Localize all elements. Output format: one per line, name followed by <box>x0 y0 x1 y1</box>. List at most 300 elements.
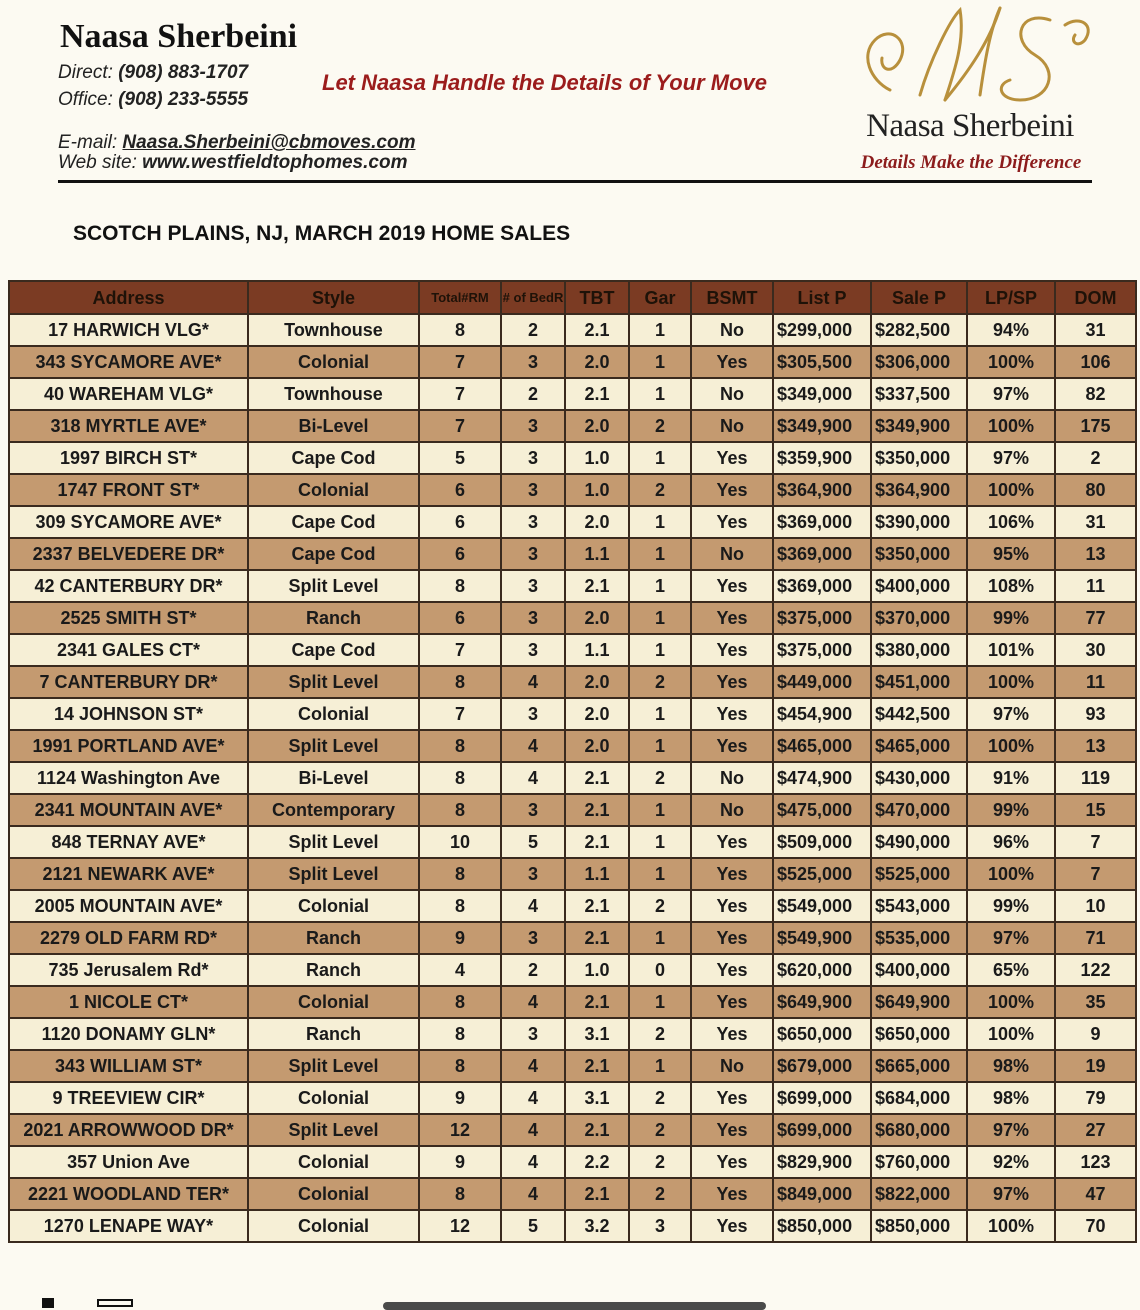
table-cell: Split Level <box>248 1050 419 1082</box>
table-cell: Colonial <box>248 346 419 378</box>
table-cell: 1 <box>629 346 691 378</box>
table-row <box>9 570 1136 602</box>
table-cell: 8 <box>419 890 501 922</box>
table-cell: 1.0 <box>565 442 629 474</box>
table-cell: $829,900 <box>773 1146 871 1178</box>
table-cell: Colonial <box>248 1178 419 1210</box>
table-cell: $760,000 <box>871 1146 967 1178</box>
table-cell: 1 NICOLE CT* <box>9 986 248 1018</box>
table-cell: $380,000 <box>871 634 967 666</box>
table-cell: 1 <box>629 730 691 762</box>
table-cell: 13 <box>1055 730 1136 762</box>
table-cell: 0 <box>629 954 691 986</box>
table-cell: $465,000 <box>871 730 967 762</box>
table-row <box>9 730 1136 762</box>
table-cell: 99% <box>967 890 1055 922</box>
table-cell: Ranch <box>248 602 419 634</box>
table-cell: 1 <box>629 826 691 858</box>
column-header: List P <box>773 281 871 314</box>
table-cell: 7 <box>419 378 501 410</box>
table-cell: 4 <box>419 954 501 986</box>
table-cell: 15 <box>1055 794 1136 826</box>
table-cell: 1 <box>629 314 691 346</box>
table-cell: 9 <box>419 1082 501 1114</box>
table-cell: 100% <box>967 666 1055 698</box>
table-cell: Cape Cod <box>248 634 419 666</box>
table-cell: 4 <box>501 1082 565 1114</box>
table-cell: 3 <box>501 1018 565 1050</box>
table-row <box>9 1210 1136 1242</box>
table-cell: 2.1 <box>565 794 629 826</box>
table-cell: $442,500 <box>871 698 967 730</box>
table-cell: 8 <box>419 314 501 346</box>
table-cell: Ranch <box>248 1018 419 1050</box>
table-cell: 1991 PORTLAND AVE* <box>9 730 248 762</box>
table-cell: 2337 BELVEDERE DR* <box>9 538 248 570</box>
table-cell: 30 <box>1055 634 1136 666</box>
table-cell: 2 <box>629 1082 691 1114</box>
table-cell: 99% <box>967 794 1055 826</box>
table-cell: 100% <box>967 858 1055 890</box>
table-cell: Yes <box>691 602 773 634</box>
table-cell: Bi-Level <box>248 762 419 794</box>
table-cell: $400,000 <box>871 954 967 986</box>
table-cell: Yes <box>691 474 773 506</box>
table-cell: Split Level <box>248 730 419 762</box>
table-cell: 11 <box>1055 570 1136 602</box>
table-cell: $299,000 <box>773 314 871 346</box>
table-cell: $620,000 <box>773 954 871 986</box>
table-cell: 100% <box>967 1210 1055 1242</box>
table-cell: 97% <box>967 1178 1055 1210</box>
table-cell: $549,900 <box>773 922 871 954</box>
table-cell: Split Level <box>248 666 419 698</box>
table-cell: 1 <box>629 442 691 474</box>
table-cell: $400,000 <box>871 570 967 602</box>
table-cell: 3.1 <box>565 1018 629 1050</box>
table-cell: Yes <box>691 826 773 858</box>
table-cell: 2.1 <box>565 826 629 858</box>
table-cell: 1.1 <box>565 858 629 890</box>
table-cell: $535,000 <box>871 922 967 954</box>
table-cell: $650,000 <box>871 1018 967 1050</box>
table-cell: 3 <box>501 506 565 538</box>
table-cell: 7 <box>419 634 501 666</box>
table-cell: Colonial <box>248 1082 419 1114</box>
table-cell: 6 <box>419 602 501 634</box>
table-row <box>9 1178 1136 1210</box>
table-cell: 99% <box>967 602 1055 634</box>
table-cell: 19 <box>1055 1050 1136 1082</box>
table-cell: $525,000 <box>871 858 967 890</box>
table-cell: 8 <box>419 570 501 602</box>
table-cell: 14 JOHNSON ST* <box>9 698 248 730</box>
table-cell: 3 <box>501 346 565 378</box>
table-cell: 2005 MOUNTAIN AVE* <box>9 890 248 922</box>
table-row <box>9 378 1136 410</box>
table-cell: 93 <box>1055 698 1136 730</box>
table-cell: 2.1 <box>565 922 629 954</box>
table-cell: 4 <box>501 890 565 922</box>
table-cell: 97% <box>967 1114 1055 1146</box>
table-cell: 2121 NEWARK AVE* <box>9 858 248 890</box>
table-cell: 2.1 <box>565 314 629 346</box>
table-cell: 6 <box>419 506 501 538</box>
table-cell: 31 <box>1055 506 1136 538</box>
table-cell: 7 <box>419 410 501 442</box>
office-phone[interactable]: (908) 233-5555 <box>118 89 249 110</box>
table-cell: 98% <box>967 1050 1055 1082</box>
table-cell: No <box>691 314 773 346</box>
table-cell: 101% <box>967 634 1055 666</box>
table-cell: Townhouse <box>248 314 419 346</box>
table-cell: 11 <box>1055 666 1136 698</box>
table-cell: 12 <box>419 1114 501 1146</box>
table-cell: 100% <box>967 410 1055 442</box>
table-cell: 2 <box>629 1178 691 1210</box>
table-cell: 735 Jerusalem Rd* <box>9 954 248 986</box>
table-cell: $665,000 <box>871 1050 967 1082</box>
table-cell: $684,000 <box>871 1082 967 1114</box>
direct-phone-line <box>58 62 248 84</box>
table-cell: $849,000 <box>773 1178 871 1210</box>
table-row <box>9 602 1136 634</box>
table-cell: Colonial <box>248 474 419 506</box>
table-cell: 343 SYCAMORE AVE* <box>9 346 248 378</box>
table-cell: 106 <box>1055 346 1136 378</box>
table-cell: 95% <box>967 538 1055 570</box>
table-cell: 10 <box>419 826 501 858</box>
table-cell: 3 <box>629 1210 691 1242</box>
table-cell: 7 <box>419 698 501 730</box>
table-cell: Yes <box>691 442 773 474</box>
column-header: Gar <box>629 281 691 314</box>
table-cell: 100% <box>967 986 1055 1018</box>
table-cell: $549,000 <box>773 890 871 922</box>
table-cell: Townhouse <box>248 378 419 410</box>
table-cell: $474,900 <box>773 762 871 794</box>
office-label: Office: <box>58 89 113 110</box>
table-cell: 3 <box>501 538 565 570</box>
table-cell: 2.1 <box>565 890 629 922</box>
table-cell: 92% <box>967 1146 1055 1178</box>
table-cell: $349,000 <box>773 378 871 410</box>
table-cell: Cape Cod <box>248 538 419 570</box>
table-cell: 31 <box>1055 314 1136 346</box>
table-cell: Cape Cod <box>248 506 419 538</box>
table-cell: 1 <box>629 602 691 634</box>
table-cell: 4 <box>501 730 565 762</box>
email-label: E-mail: <box>58 132 118 153</box>
table-row <box>9 314 1136 346</box>
table-cell: 47 <box>1055 1178 1136 1210</box>
table-cell: 98% <box>967 1082 1055 1114</box>
table-cell: 42 CANTERBURY DR* <box>9 570 248 602</box>
table-cell: 100% <box>967 346 1055 378</box>
column-header: BSMT <box>691 281 773 314</box>
table-cell: Yes <box>691 698 773 730</box>
table-cell: 122 <box>1055 954 1136 986</box>
table-cell: 119 <box>1055 762 1136 794</box>
table-cell: 1 <box>629 570 691 602</box>
table-cell: 80 <box>1055 474 1136 506</box>
table-cell: 8 <box>419 762 501 794</box>
table-row <box>9 890 1136 922</box>
table-cell: Split Level <box>248 858 419 890</box>
table-cell: $430,000 <box>871 762 967 794</box>
table-cell: 97% <box>967 698 1055 730</box>
table-cell: Yes <box>691 858 773 890</box>
table-cell: $369,000 <box>773 570 871 602</box>
table-cell: 100% <box>967 1018 1055 1050</box>
table-cell: Yes <box>691 346 773 378</box>
table-cell: 357 Union Ave <box>9 1146 248 1178</box>
table-cell: 2.0 <box>565 506 629 538</box>
table-cell: Cape Cod <box>248 442 419 474</box>
table-row <box>9 1146 1136 1178</box>
table-row <box>9 538 1136 570</box>
table-cell: 1 <box>629 378 691 410</box>
column-header: Address <box>9 281 248 314</box>
table-cell: Ranch <box>248 954 419 986</box>
table-cell: $337,500 <box>871 378 967 410</box>
table-cell: 2525 SMITH ST* <box>9 602 248 634</box>
table-cell: 8 <box>419 794 501 826</box>
table-cell: Colonial <box>248 890 419 922</box>
table-cell: Split Level <box>248 826 419 858</box>
table-cell: Colonial <box>248 1210 419 1242</box>
table-cell: 2.1 <box>565 570 629 602</box>
table-cell: 71 <box>1055 922 1136 954</box>
table-cell: 2.2 <box>565 1146 629 1178</box>
table-cell: 94% <box>967 314 1055 346</box>
table-cell: 1270 LENAPE WAY* <box>9 1210 248 1242</box>
table-cell: $680,000 <box>871 1114 967 1146</box>
table-cell: 1124 Washington Ave <box>9 762 248 794</box>
table-cell: 1.0 <box>565 954 629 986</box>
table-cell: 1 <box>629 698 691 730</box>
table-cell: Split Level <box>248 570 419 602</box>
table-cell: 2 <box>629 474 691 506</box>
table-cell: 27 <box>1055 1114 1136 1146</box>
table-cell: 848 TERNAY AVE* <box>9 826 248 858</box>
table-cell: Yes <box>691 666 773 698</box>
table-cell: $306,000 <box>871 346 967 378</box>
table-cell: 309 SYCAMORE AVE* <box>9 506 248 538</box>
table-cell: $350,000 <box>871 538 967 570</box>
table-cell: 2341 GALES CT* <box>9 634 248 666</box>
table-row <box>9 954 1136 986</box>
table-cell: $370,000 <box>871 602 967 634</box>
table-cell: 2.0 <box>565 666 629 698</box>
table-cell: $369,000 <box>773 506 871 538</box>
table-cell: 3 <box>501 474 565 506</box>
table-cell: $359,900 <box>773 442 871 474</box>
table-header-row <box>9 281 1136 314</box>
table-cell: $454,900 <box>773 698 871 730</box>
table-cell: 97% <box>967 442 1055 474</box>
table-cell: 2 <box>501 954 565 986</box>
table-cell: 13 <box>1055 538 1136 570</box>
table-cell: 2 <box>1055 442 1136 474</box>
table-cell: 2 <box>629 666 691 698</box>
column-header: Total#RM <box>419 281 501 314</box>
header-divider <box>58 180 1092 183</box>
table-cell: $369,000 <box>773 538 871 570</box>
table-cell: No <box>691 410 773 442</box>
table-row <box>9 858 1136 890</box>
table-cell: 4 <box>501 1050 565 1082</box>
table-cell: 2.1 <box>565 762 629 794</box>
logo-name: Naasa Sherbeini <box>866 108 1074 144</box>
table-cell: 3 <box>501 442 565 474</box>
table-cell: 2279 OLD FARM RD* <box>9 922 248 954</box>
table-cell: 70 <box>1055 1210 1136 1242</box>
table-cell: 1 <box>629 1050 691 1082</box>
table-cell: 3 <box>501 698 565 730</box>
table-cell: $465,000 <box>773 730 871 762</box>
table-cell: $699,000 <box>773 1114 871 1146</box>
table-cell: 7 <box>1055 858 1136 890</box>
table-cell: $451,000 <box>871 666 967 698</box>
table-cell: 1120 DONAMY GLN* <box>9 1018 248 1050</box>
website-label: Web site: <box>58 152 137 173</box>
table-cell: 2.0 <box>565 730 629 762</box>
column-header: Sale P <box>871 281 967 314</box>
table-cell: Yes <box>691 1178 773 1210</box>
table-cell: $282,500 <box>871 314 967 346</box>
table-cell: $509,000 <box>773 826 871 858</box>
table-cell: 3.2 <box>565 1210 629 1242</box>
direct-phone[interactable]: (908) 883-1707 <box>118 62 249 83</box>
table-cell: 4 <box>501 1178 565 1210</box>
column-header: TBT <box>565 281 629 314</box>
table-cell: 1 <box>629 634 691 666</box>
table-cell: 1997 BIRCH ST* <box>9 442 248 474</box>
table-cell: 3.1 <box>565 1082 629 1114</box>
table-cell: 3 <box>501 570 565 602</box>
table-cell: 2.1 <box>565 1178 629 1210</box>
table-cell: 9 <box>419 922 501 954</box>
table-cell: $649,900 <box>773 986 871 1018</box>
table-cell: No <box>691 538 773 570</box>
table-row <box>9 698 1136 730</box>
table-row <box>9 1050 1136 1082</box>
table-cell: 2 <box>501 314 565 346</box>
table-cell: $650,000 <box>773 1018 871 1050</box>
table-cell: $850,000 <box>773 1210 871 1242</box>
table-cell: Yes <box>691 986 773 1018</box>
table-cell: No <box>691 1050 773 1082</box>
table-cell: Ranch <box>248 922 419 954</box>
table-cell: 5 <box>501 1210 565 1242</box>
table-cell: 1 <box>629 506 691 538</box>
table-cell: 3 <box>501 922 565 954</box>
table-cell: $375,000 <box>773 602 871 634</box>
website-link[interactable]: www.westfieldtophomes.com <box>142 152 408 173</box>
table-cell: Yes <box>691 1210 773 1242</box>
table-cell: Yes <box>691 570 773 602</box>
table-row <box>9 474 1136 506</box>
table-cell: No <box>691 794 773 826</box>
table-cell: 123 <box>1055 1146 1136 1178</box>
table-cell: 35 <box>1055 986 1136 1018</box>
table-cell: 7 <box>419 346 501 378</box>
table-cell: 3 <box>501 602 565 634</box>
table-cell: 3 <box>501 858 565 890</box>
direct-label: Direct: <box>58 62 113 83</box>
table-row <box>9 826 1136 858</box>
table-cell: 2.0 <box>565 410 629 442</box>
table-row <box>9 666 1136 698</box>
table-cell: 40 WAREHAM VLG* <box>9 378 248 410</box>
column-header: # of BedR <box>501 281 565 314</box>
table-cell: Colonial <box>248 1146 419 1178</box>
table-cell: 8 <box>419 1018 501 1050</box>
table-cell: 2.1 <box>565 1114 629 1146</box>
table-cell: 100% <box>967 474 1055 506</box>
table-cell: 77 <box>1055 602 1136 634</box>
ns-monogram-logo <box>850 0 1100 112</box>
table-cell: 9 <box>1055 1018 1136 1050</box>
table-cell: 2.1 <box>565 986 629 1018</box>
table-cell: Split Level <box>248 1114 419 1146</box>
table-cell: $375,000 <box>773 634 871 666</box>
email-line <box>58 132 416 154</box>
column-header: LP/SP <box>967 281 1055 314</box>
table-cell: 2.0 <box>565 698 629 730</box>
table-cell: 3 <box>501 794 565 826</box>
table-row <box>9 442 1136 474</box>
table-cell: 2.1 <box>565 378 629 410</box>
table-cell: Yes <box>691 1082 773 1114</box>
table-cell: 8 <box>419 986 501 1018</box>
table-cell: 3 <box>501 410 565 442</box>
table-cell: $822,000 <box>871 1178 967 1210</box>
table-cell: Yes <box>691 890 773 922</box>
table-cell: 17 HARWICH VLG* <box>9 314 248 346</box>
table-cell: 343 WILLIAM ST* <box>9 1050 248 1082</box>
table-row <box>9 794 1136 826</box>
table-cell: 2 <box>629 1018 691 1050</box>
table-cell: 4 <box>501 986 565 1018</box>
table-cell: 4 <box>501 666 565 698</box>
table-cell: No <box>691 762 773 794</box>
table-row <box>9 1018 1136 1050</box>
table-cell: 96% <box>967 826 1055 858</box>
table-cell: 12 <box>419 1210 501 1242</box>
horizontal-scrollbar[interactable] <box>383 1302 766 1310</box>
table-row <box>9 1082 1136 1114</box>
table-cell: $364,900 <box>871 474 967 506</box>
table-cell: 100% <box>967 730 1055 762</box>
page-title: SCOTCH PLAINS, NJ, MARCH 2019 HOME SALES <box>73 222 571 245</box>
table-cell: Colonial <box>248 698 419 730</box>
table-cell: 2.1 <box>565 1050 629 1082</box>
table-cell: 79 <box>1055 1082 1136 1114</box>
table-cell: $305,500 <box>773 346 871 378</box>
table-body <box>9 314 1136 1242</box>
table-cell: $350,000 <box>871 442 967 474</box>
table-cell: $699,000 <box>773 1082 871 1114</box>
table-cell: Yes <box>691 1146 773 1178</box>
partial-icons <box>40 1298 140 1310</box>
table-cell: 2 <box>629 762 691 794</box>
office-phone-line <box>58 89 248 111</box>
table-cell: $390,000 <box>871 506 967 538</box>
table-cell: $349,900 <box>871 410 967 442</box>
email-link[interactable]: Naasa.Sherbeini@cbmoves.com <box>122 132 416 153</box>
